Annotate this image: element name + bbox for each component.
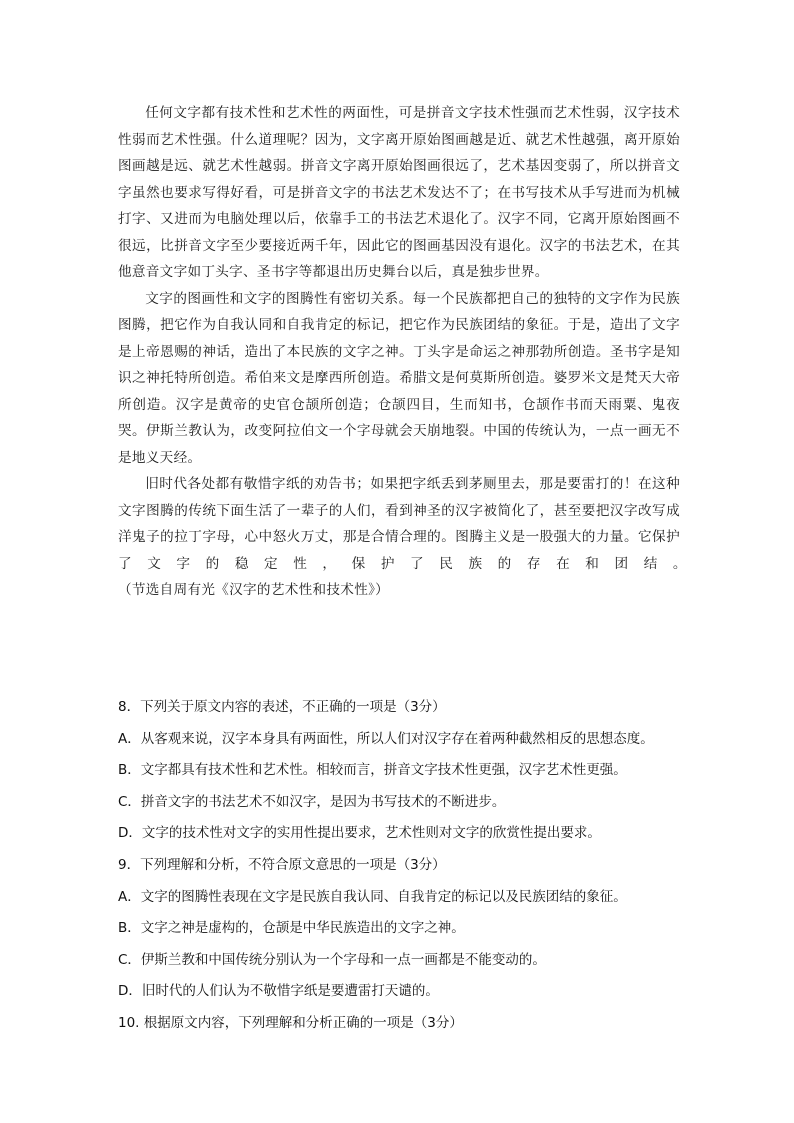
question-9-option-c: C．伊斯兰教和中国传统分别认为一个字母和一点一画都是不能变动的。: [118, 951, 546, 968]
questions-section: [118, 692, 688, 1040]
question-9-option-b: B．文字之神是虚构的，仓颉是中华民族造出的文字之神。: [118, 920, 465, 937]
question-9-stem: 9．下列理解和分析，不符合原文意思的一项是（3分）: [118, 856, 446, 873]
passage-paragraph-2: 文字的图画性和文字的图腾性有密切关系。每一个民族都把自己的独特的文字作为民族图腾，把它作为自我认同和自我肯定的标记，把它作为民族团结的象征。于是，造出了文字是上帝恩赐的神话，造出了本民族的文字之神。丁头字是命运之神那勃所创造。圣书字是知识之神托特所创造。希伯来文是摩西所创造。希腊文是何莫斯所创造。婆罗米文是梵天大帝所创造。汉字是黄帝的史官仓颉所创造；仓颉四目，生而知书，仓颉作书而天雨粟、鬼夜哭。伊斯兰教认为，改变阿拉伯文一个字母就会天崩地裂。中国的传统认为，一点一画无不是地义天经。: [118, 290, 680, 466]
question-8-stem: 8．下列关于原文内容的表述，不正确的一项是（3分）: [118, 699, 446, 715]
question-9-option-d: D．旧时代的人们认为不敬惜字纸是要遭雷打天谴的。: [118, 983, 439, 1000]
passage-paragraph-3: [118, 471, 680, 604]
question-8-option-a: A．从客观来说，汉字本身具有两面性，所以人们对汉字存在着两种截然相反的思想态度。: [118, 730, 654, 747]
question-9-option-a: A．文字的图腾性表现在文字是民族自我认同、自我肯定的标记以及民族团结的象征。: [118, 888, 627, 905]
question-10-stem: 10. 根据原文内容，下列理解和分析正确的一项是（3分）: [118, 1014, 463, 1031]
question-8-option-b: B．文字都具有技术性和艺术性。相较而言，拼音文字技术性更强，汉字艺术性更强。: [118, 762, 627, 779]
passage-source: （节选自周有光《汉字的艺术性和技术性》）: [118, 582, 390, 598]
question-8-option-c: C．拼音文字的书法艺术不如汉字，是因为书写技术的不断进步。: [118, 793, 506, 810]
question-8-option-d: D．文字的技术性对文字的实用性提出要求，艺术性则对文字的欣赏性提出要求。: [118, 825, 601, 842]
passage-paragraph-1: 任何文字都有技术性和艺术性的两面性，可是拼音文字技术性强而艺术性弱，汉字技术性弱而艺术性强。什么道理呢？因为，文字离开原始图画越是近、就艺术性越强，离开原始图画越是远、就艺术性越弱。拼音文字离开原始图画很远了，艺术基因变弱了，所以拼音文字虽然也要求写得好看，可是拼音文字的书法艺术发达不了；在书写技术从手写进而为机械打字、又进而为电脑处理以后，依靠手工的书法艺术退化了。汉字不同，它离开原始图画不很远，比拼音文字至少要接近两千年，因此它的图画基因没有退化。汉字的书法艺术，在其他意音文字如丁头字、圣书字等都退出历史舞台以后，真是独步世界。: [118, 105, 680, 280]
reading-passage: [118, 100, 680, 604]
passage-paragraph-3-text: 旧时代各处都有敬惜字纸的劝告书；如果把字纸丢到茅厕里去，那是要雷打的！在这种文字图腾的传统下面生活了一辈子的人们，看到神圣的汉字被简化了，甚至要把汉字改写成洋鬼子的拉丁字母，心中怒火万丈，那是合情合理的。图腾主义是一股强大的力量。它保护了文字的稳定性，保护了民族的存在和团结。: [118, 476, 680, 572]
